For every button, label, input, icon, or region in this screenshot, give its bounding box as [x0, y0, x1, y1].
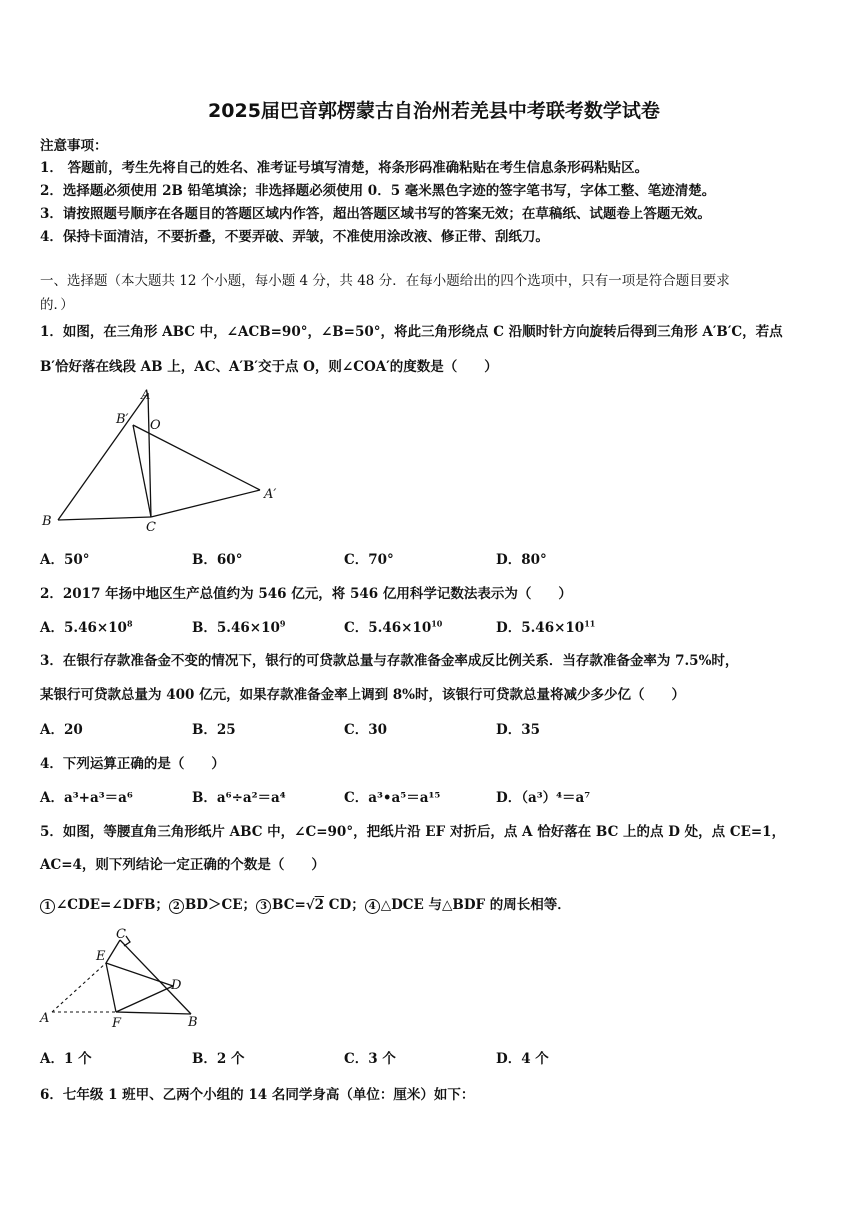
notice-item: 4．保持卡面清洁，不要折叠，不要弄破、弄皱，不准使用涂改液、修正带、刮纸刀。 — [40, 229, 549, 245]
figure-1-label: C — [146, 520, 156, 535]
q2-option-b: B．$5.46\times 10^9$ — [192, 618, 286, 636]
figure-5-label: A — [40, 1011, 50, 1026]
figure-5-label: C — [116, 928, 126, 942]
question-3-text: 3．在银行存款准备金不变的情况下，银行的可贷款总量与存款准备金率成反比例关系．当存款准备金率为 7.5%时， — [40, 653, 739, 669]
figure-1-label: B′ — [116, 412, 129, 427]
question-5-figure — [38, 928, 208, 1033]
figure-5-label: E — [96, 949, 106, 964]
notice-heading: 注意事项： — [40, 138, 108, 154]
figure-5-label: F — [112, 1016, 122, 1031]
notice-item: 1． 答题前，考生先将自己的姓名、准考证号填写清楚，将条形码准确粘贴在考生信息条形码粘贴区。 — [40, 160, 649, 176]
question-6-text: 6．七年级 1 班甲、乙两个小组的 14 名同学身高（单位：厘米）如下： — [40, 1087, 475, 1103]
q3-option-b: B．25 — [192, 722, 236, 738]
question-5-text-cont: AC=4，则下列结论一定正确的个数是（ ） — [40, 857, 325, 873]
question-1-text: 1．如图，在三角形 ABC 中，∠ACB=90°，∠B=50°，将此三角形绕点 C 沿顺时针方向旋转后得到三角形 A′B′C，若点 — [40, 324, 783, 340]
q1-option-a: A．50° — [40, 552, 90, 568]
section-heading-cont: 的．） — [40, 297, 74, 313]
figure-1-label: O — [150, 418, 161, 433]
circled-number: 4 — [365, 899, 380, 914]
q1-option-b: B．60° — [192, 552, 243, 568]
notice-item: 2．选择题必须使用 2B 铅笔填涂；非选择题必须使用 0．5 毫米黑色字迹的签字笔书写，字体工整、笔迹清楚。 — [40, 183, 716, 199]
question-1-figure — [38, 385, 288, 535]
q3-option-c: C．30 — [344, 722, 388, 738]
circled-number: 3 — [256, 899, 271, 914]
circled-number: 2 — [169, 899, 184, 914]
q3-option-d: D．35 — [496, 722, 540, 738]
figure-1-label: A′ — [264, 487, 277, 502]
q2-option-a: A．$5.46\times 10^8$ — [40, 618, 133, 636]
q4-option-d: D．（a³）⁴＝a⁷ — [496, 790, 591, 806]
q5-option-d: D．4 个 — [496, 1051, 549, 1067]
figure-5-label: B — [188, 1015, 198, 1030]
question-4-text: 4．下列运算正确的是（ ） — [40, 756, 225, 772]
q2-option-c: C．$5.46\times 10^{10}$ — [344, 618, 443, 636]
sqrt-icon: √ — [305, 897, 315, 913]
notice-item: 3．请按照题号顺序在各题目的答题区域内作答，超出答题区域书写的答案无效；在草稿纸、试题卷上答题无效。 — [40, 206, 711, 222]
q3-option-a: A．20 — [40, 722, 83, 738]
q5-option-b: B．2 个 — [192, 1051, 245, 1067]
q4-option-a: A．a³+a³＝a⁶ — [40, 790, 133, 806]
q4-option-b: B．a⁶÷a²＝a⁴ — [192, 790, 286, 806]
question-1-text-cont: B′恰好落在线段 AB 上，AC、A′B′交于点 O，则∠COA′的度数是（ ） — [40, 359, 498, 375]
figure-1-label: A — [141, 388, 151, 403]
question-2-text: 2．2017 年扬中地区生产总值约为 546 亿元，将 546 亿用科学记数法表示为（ ） — [40, 586, 572, 602]
q5-option-c: C．3 个 — [344, 1051, 396, 1067]
q1-option-d: D．80° — [496, 552, 547, 568]
figure-5-label: D — [171, 978, 182, 993]
question-5-statements: 1 ∠CDE=∠DFB； 2 BD＞CE； 3 BC=√2 CD； 4 △DCE 与△BDF 的周长相等． — [40, 893, 571, 914]
q2-option-d: D．$5.46\times 10^{11}$ — [496, 618, 596, 636]
figure-1-label: B — [42, 514, 52, 529]
question-5-text: 5．如图，等腰直角三角形纸片 ABC 中，∠C=90°，把纸片沿 EF 对折后，点 A 恰好落在 BC 上的点 D 处，点 CE=1， — [40, 824, 786, 840]
exam-title: 2025届巴音郭楞蒙古自治州若羌县中考联考数学试卷 — [208, 100, 660, 122]
question-3-text-cont: 某银行可贷款总量为 400 亿元，如果存款准备金率上调到 8%时，该银行可贷款总量将减少多少亿（ ） — [40, 687, 685, 703]
q1-option-c: C．70° — [344, 552, 394, 568]
circled-number: 1 — [40, 899, 55, 914]
q5-option-a: A．1 个 — [40, 1051, 92, 1067]
q4-option-c: C．a³•a⁵＝a¹⁵ — [344, 790, 441, 806]
section-heading: 一、选择题（本大题共 12 个小题，每小题 4 分，共 48 分．在每小题给出的四个选项中，只有一项是符合题目要求 — [40, 273, 730, 289]
